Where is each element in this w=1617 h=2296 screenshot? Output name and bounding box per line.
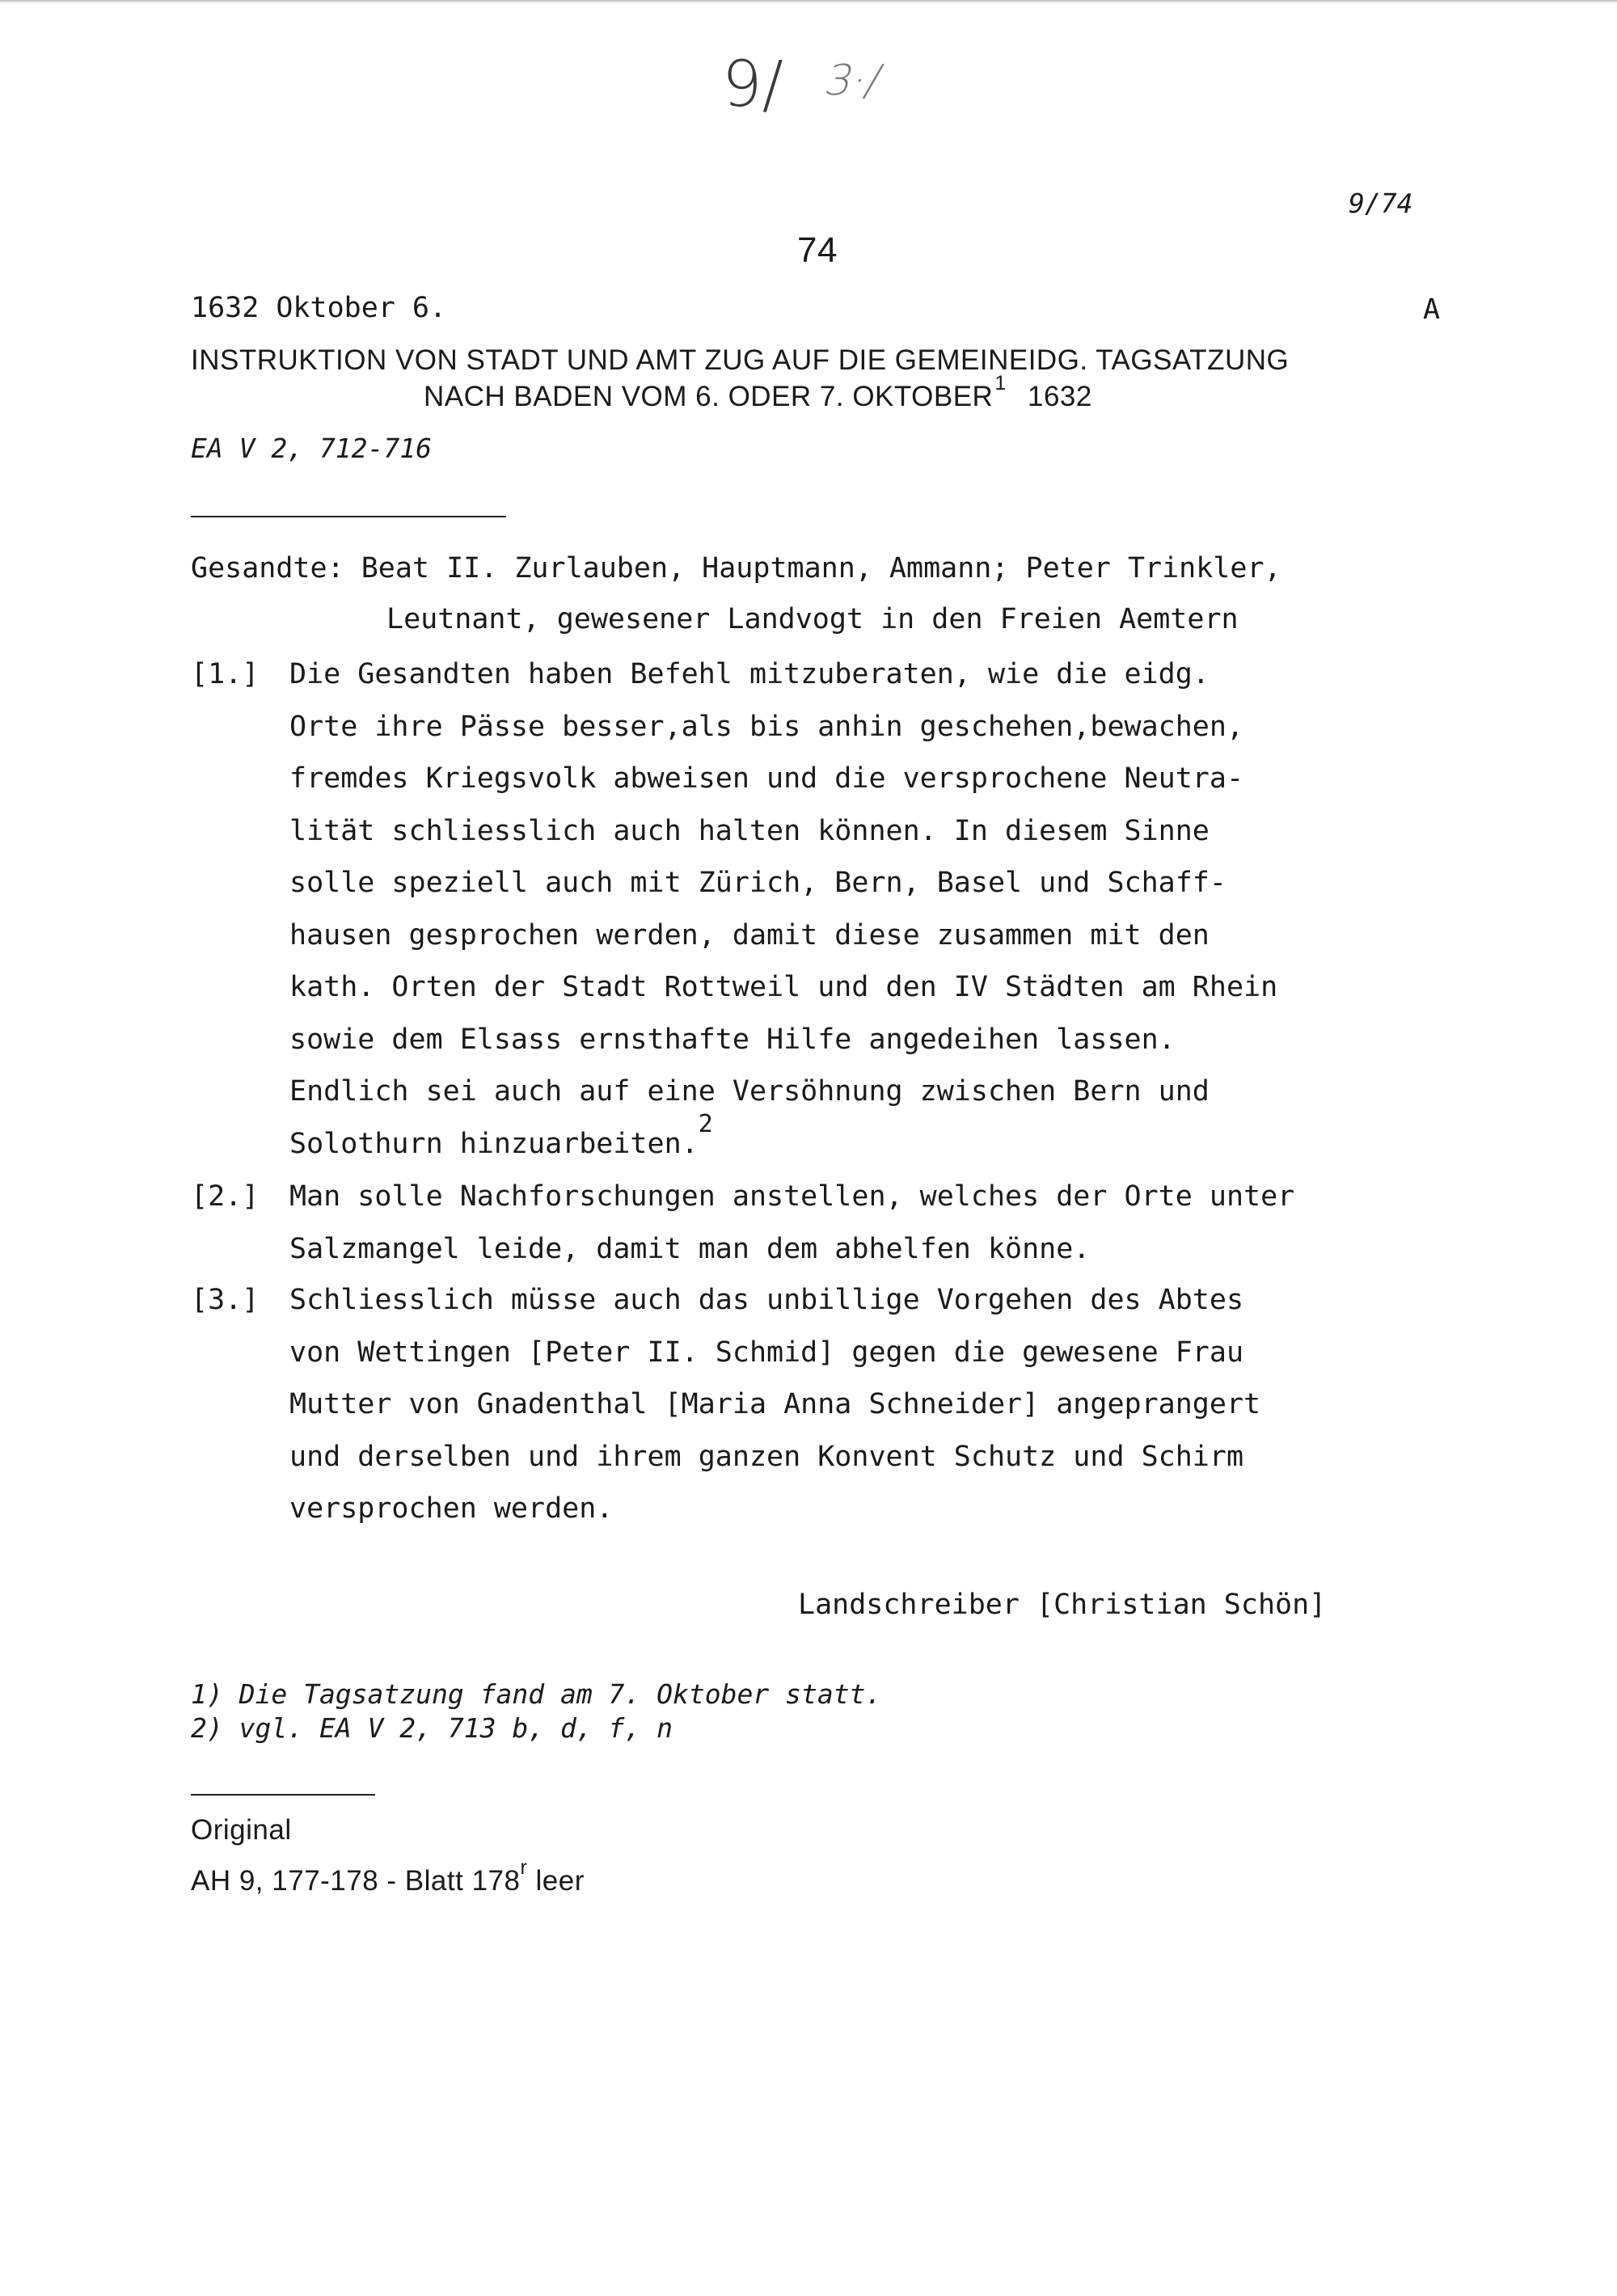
paragraph-line: hausen gesprochen werden, damit diese zusammen mit den [289, 918, 1210, 952]
footer-separator [191, 1794, 375, 1796]
document-number: 74 [797, 230, 838, 270]
paragraph-number: [1.] [191, 658, 260, 690]
footnote-mark-2: 2 [698, 1109, 713, 1138]
title-year: 1632 [1027, 381, 1092, 412]
archive-reference-sup: r [520, 1856, 528, 1879]
paragraph-body [289, 648, 1617, 1170]
paragraph-line: sowie dem Elsass ernsthafte Hilfe angedeihen lassen. [289, 1023, 1176, 1056]
source-reference: EA V 2, 712-716 [191, 433, 433, 464]
paragraph-number: [2.] [191, 1180, 260, 1213]
paragraph-line: Salzmangel leide, damit man dem abhelfen könne. [289, 1232, 1091, 1265]
paragraph-line: Endlich sei auch auf eine Versöhnung zwischen Bern und [289, 1075, 1210, 1108]
document-date: 1632 Oktober 6. [191, 292, 447, 324]
paragraph-line: kath. Orten der Stadt Rottweil und den IV Städten am Rhein [289, 971, 1278, 1003]
scan-edge [0, 0, 1617, 3]
title-line-1: INSTRUKTION VON STADT UND AMT ZUG AUF DIE GEMEINEIDG. TAGSATZUNG [191, 344, 1290, 376]
paragraph-line: Schliesslich müsse auch das unbillige Vorgehen des Abtes [289, 1284, 1244, 1316]
paragraph-line: fremdes Kriegsvolk abweisen und die versprochene Neutra- [289, 762, 1244, 795]
paragraph-line: und derselben und ihrem ganzen Konvent Schutz und Schirm [289, 1440, 1244, 1473]
footnote-mark-1: 1 [994, 372, 1007, 395]
paragraph-line: lität schliesslich auch halten können. In diesem Sinne [289, 814, 1210, 847]
paragraph-line: Orte ihre Pässe besser,als bis anhin geschehen,bewachen, [289, 710, 1244, 743]
archive-reference-text: AH 9, 177-178 - Blatt 178 [191, 1865, 521, 1897]
signature: Landschreiber [Christian Schön] [798, 1589, 1327, 1621]
paragraph-number: [3.] [191, 1284, 260, 1316]
paragraph-body [289, 1171, 1617, 1275]
page-reference: 9/74 [1349, 188, 1413, 219]
paragraph-line: von Wettingen [Peter II. Schmid] gegen die gewesene Frau [289, 1336, 1244, 1369]
paragraph-line-text: Solothurn hinzuarbeiten. [289, 1127, 699, 1160]
paragraph-line: solle speziell auch mit Zürich, Bern, Basel und Schaff- [289, 867, 1226, 899]
paragraph-line: Die Gesandten haben Befehl mitzuberaten, wie die eidg. [289, 658, 1210, 690]
title-line-2-text: NACH BADEN VOM 6. ODER 7. OKTOBER [424, 381, 994, 412]
handwritten-top-number: 9/ [722, 49, 783, 121]
title-line-2 [424, 372, 1092, 413]
classification-letter: A [1423, 293, 1441, 326]
envoys-line-1: Gesandte: Beat II. Zurlauben, Hauptmann, Ammann; Peter Trinkler, [191, 552, 1281, 585]
archive-reference-suffix: leer [527, 1865, 585, 1897]
paragraph-line: Man solle Nachforschungen anstellen, welches der Orte unter [289, 1180, 1295, 1213]
paragraph-line-with-footnote [289, 1109, 1617, 1171]
paragraph-body [289, 1274, 1617, 1535]
footnote-2: 2) vgl. EA V 2, 713 b, d, f, n [191, 1712, 673, 1744]
archive-reference [191, 1856, 585, 1897]
footnote-1: 1) Die Tagsatzung fand am 7. Oktober statt. [191, 1678, 882, 1710]
handwritten-scribble: 3·/ [819, 57, 888, 105]
paragraph-line: versprochen werden. [289, 1492, 614, 1525]
paragraph-line: Mutter von Gnadenthal [Maria Anna Schneider] angeprangert [289, 1388, 1261, 1420]
original-label: Original [191, 1814, 292, 1846]
header-separator [191, 516, 506, 517]
envoys-line-2: Leutnant, gewesener Landvogt in den Freien Aemtern [386, 603, 1239, 635]
